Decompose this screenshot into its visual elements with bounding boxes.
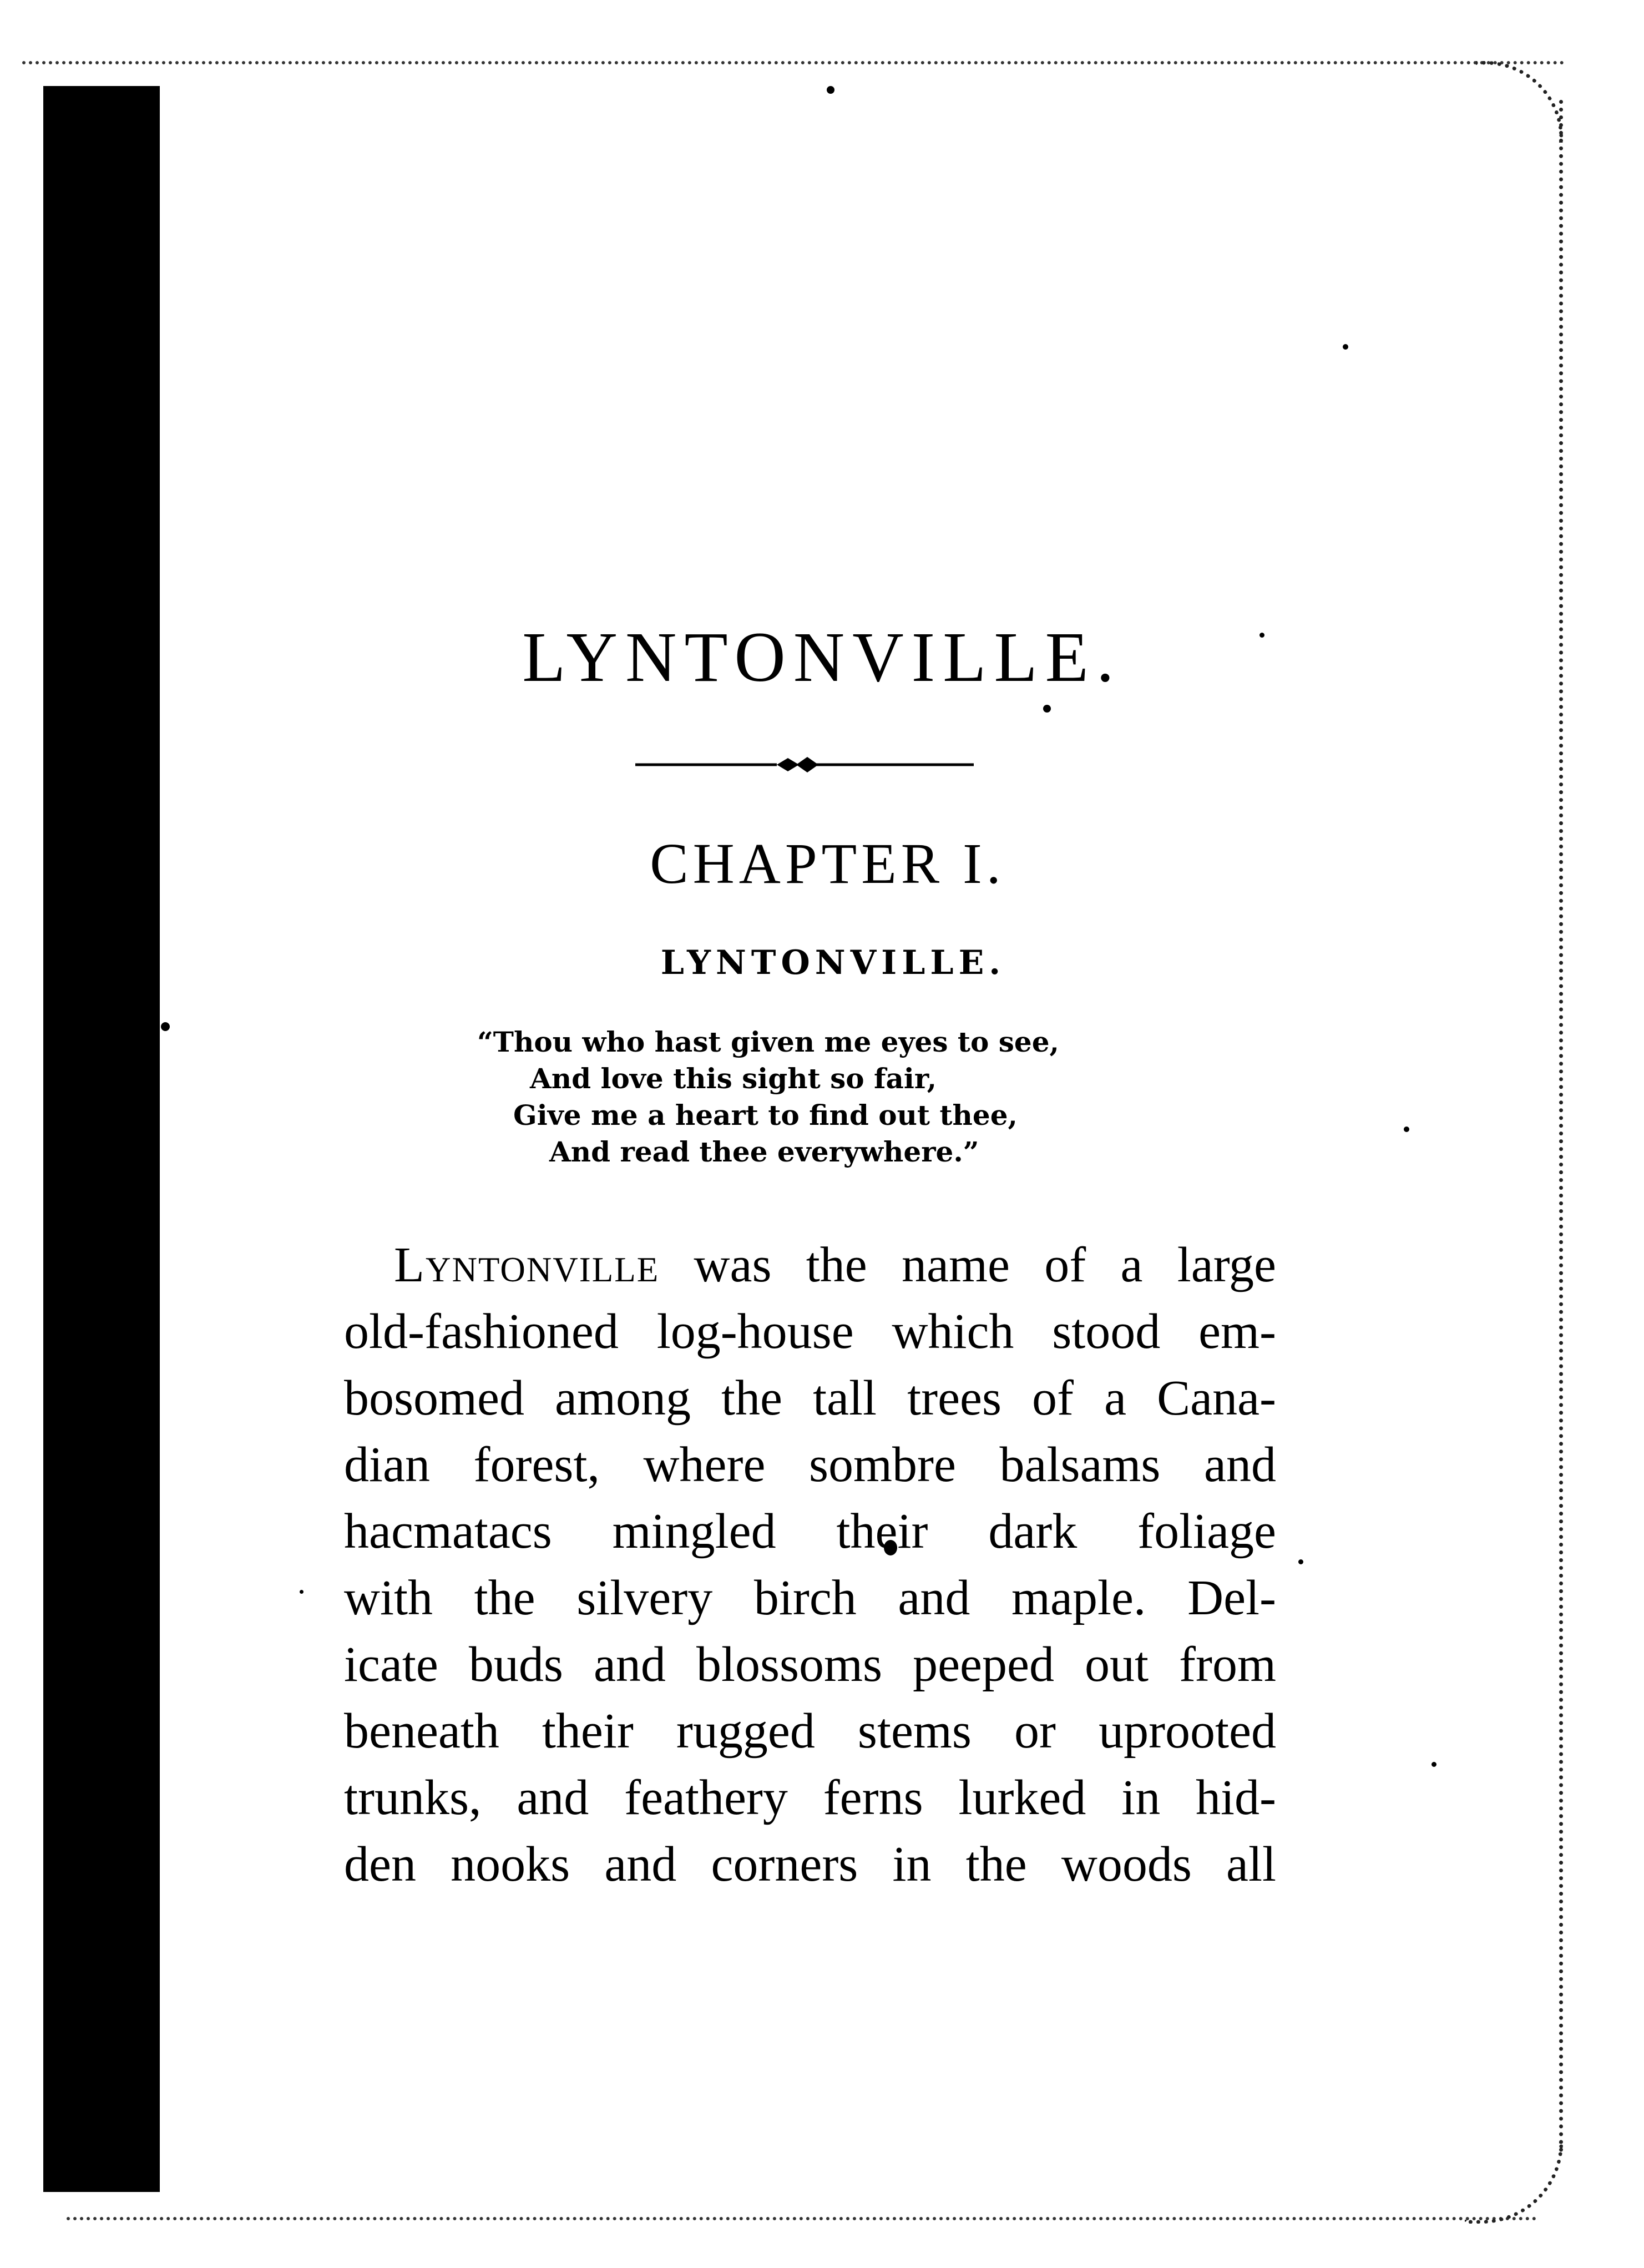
speck [1298, 1559, 1303, 1564]
body-line: trunks, and feathery ferns lurked in hid- [344, 1770, 1276, 1825]
speck [1043, 705, 1051, 713]
page-corner-top-right [1476, 61, 1563, 143]
body-line: with the silvery birch and maple. Del- [344, 1570, 1276, 1625]
lead-word: Lyntonville [394, 1237, 660, 1292]
speck [161, 1022, 170, 1031]
page-edge-bottom [67, 2217, 1537, 2220]
epigraph-line: Give me a heart to find out thee, [513, 1099, 1018, 1132]
first-line-rest: was the name of a large [659, 1237, 1276, 1292]
book-spine-shadow [43, 86, 160, 2192]
page-corner-bottom-right [1465, 2142, 1563, 2224]
book-title: LYNTONVILLE. [522, 618, 1122, 696]
chapter-title: LYNTONVILLE. [660, 943, 1006, 982]
ornamental-rule [635, 754, 974, 776]
body-line: beneath their rugged stems or uprooted [344, 1704, 1276, 1759]
body-line: bosomed among the tall trees of a Cana- [344, 1371, 1276, 1426]
page-edge-top [22, 61, 1565, 64]
chapter-heading: CHAPTER I. [650, 832, 1005, 896]
epigraph-line: “Thou who hast given me eyes to see, [477, 1026, 1059, 1058]
body-line: hacmatacs mingled their dark foliage [344, 1504, 1276, 1559]
body-line: den nooks and corners in the woods all [344, 1837, 1276, 1892]
body-line: dian forest, where sombre balsams and [344, 1437, 1276, 1492]
speck [300, 1590, 303, 1594]
epigraph [477, 1024, 1143, 1170]
epigraph-line: And read thee everywhere.” [549, 1135, 979, 1168]
body-line: old-fashioned log-house which stood em- [344, 1304, 1276, 1359]
page-edge-right [1559, 100, 1563, 2153]
body-line [344, 1232, 1276, 1299]
speck [827, 86, 834, 94]
body-paragraph [344, 1232, 1276, 1898]
speck [1343, 344, 1348, 350]
speck [1404, 1127, 1409, 1132]
body-line: icate buds and blossoms peeped out from [344, 1637, 1276, 1692]
speck [1431, 1762, 1436, 1767]
epigraph-line: And love this sight so fair, [530, 1062, 937, 1095]
